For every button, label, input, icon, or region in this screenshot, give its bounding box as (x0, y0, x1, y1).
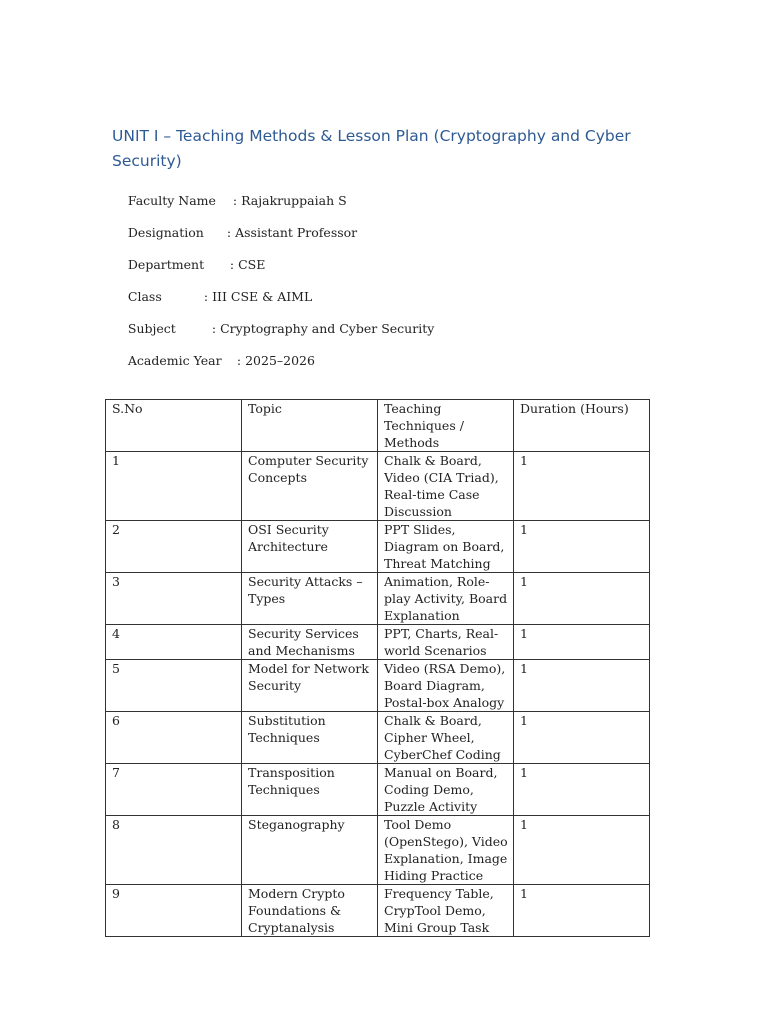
info-label: Subject (127, 321, 176, 336)
cell-methods: Chalk & Board, Cipher Wheel, CyberChef Coding (378, 712, 514, 764)
info-label: Academic Year (127, 353, 222, 368)
cell-topic: Model for Network Security (242, 660, 378, 712)
cell-sno: 1 (106, 452, 242, 521)
info-value: : 2025–2026 (236, 353, 315, 368)
cell-sno: 3 (106, 573, 242, 625)
cell-methods: Tool Demo (OpenStego), Video Explanation, Image Hiding Practice (378, 816, 514, 885)
cell-sno: 8 (106, 816, 242, 885)
table-row (106, 625, 650, 660)
info-value: : Cryptography and Cyber Security (211, 321, 435, 336)
cell-methods: Manual on Board, Coding Demo, Puzzle Activity (378, 764, 514, 816)
header-duration: Duration (Hours) (514, 400, 650, 452)
cell-methods: Frequency Table, CrypTool Demo, Mini Group Task (378, 885, 514, 937)
cell-sno: 6 (106, 712, 242, 764)
table-row (106, 764, 650, 816)
header-sno: S.No (106, 400, 242, 452)
cell-topic: Transposition Techniques (242, 764, 378, 816)
info-value: : CSE (229, 257, 266, 272)
cell-methods: Animation, Role-play Activity, Board Explanation (378, 573, 514, 625)
cell-sno: 9 (106, 885, 242, 937)
cell-duration: 1 (514, 573, 650, 625)
table-row (106, 816, 650, 885)
cell-duration: 1 (514, 816, 650, 885)
table-row (106, 452, 650, 521)
cell-duration: 1 (514, 452, 650, 521)
cell-topic: Security Attacks – Types (242, 573, 378, 625)
cell-sno: 7 (106, 764, 242, 816)
cell-duration: 1 (514, 660, 650, 712)
info-value: : Rajakruppaiah S (232, 193, 347, 208)
lesson-plan-table (105, 399, 650, 937)
info-label: Designation (127, 225, 204, 240)
table-row (106, 660, 650, 712)
cell-duration: 1 (514, 712, 650, 764)
page-title: UNIT I – Teaching Methods & Lesson Plan (Cryptography and Cyber Security) (112, 127, 631, 170)
cell-methods: PPT, Charts, Real-world Scenarios (378, 625, 514, 660)
table-row (106, 573, 650, 625)
table-header-row (106, 400, 650, 452)
cell-duration: 1 (514, 885, 650, 937)
info-academic-year (112, 337, 315, 385)
table-row (106, 712, 650, 764)
cell-methods: Video (RSA Demo), Board Diagram, Postal-box Analogy (378, 660, 514, 712)
cell-sno: 5 (106, 660, 242, 712)
cell-duration: 1 (514, 764, 650, 816)
cell-methods: Chalk & Board, Video (CIA Triad), Real-time Case Discussion (378, 452, 514, 521)
info-label: Faculty Name (127, 193, 216, 208)
table-row (106, 521, 650, 573)
info-value: : III CSE & AIML (203, 289, 313, 304)
info-label: Class (127, 289, 162, 304)
cell-duration: 1 (514, 625, 650, 660)
cell-sno: 4 (106, 625, 242, 660)
header-topic: Topic (242, 400, 378, 452)
info-label: Department (127, 257, 205, 272)
cell-topic: Modern Crypto Foundations & Cryptanalysis (242, 885, 378, 937)
cell-methods: PPT Slides, Diagram on Board, Threat Matching (378, 521, 514, 573)
cell-topic: Computer Security Concepts (242, 452, 378, 521)
cell-topic: OSI Security Architecture (242, 521, 378, 573)
cell-duration: 1 (514, 521, 650, 573)
table-row (106, 885, 650, 937)
info-value: : Assistant Professor (226, 225, 358, 240)
cell-topic: Security Services and Mechanisms (242, 625, 378, 660)
cell-topic: Substitution Techniques (242, 712, 378, 764)
header-methods: Teaching Techniques / Methods (378, 400, 514, 452)
cell-sno: 2 (106, 521, 242, 573)
cell-topic: Steganography (242, 816, 378, 885)
